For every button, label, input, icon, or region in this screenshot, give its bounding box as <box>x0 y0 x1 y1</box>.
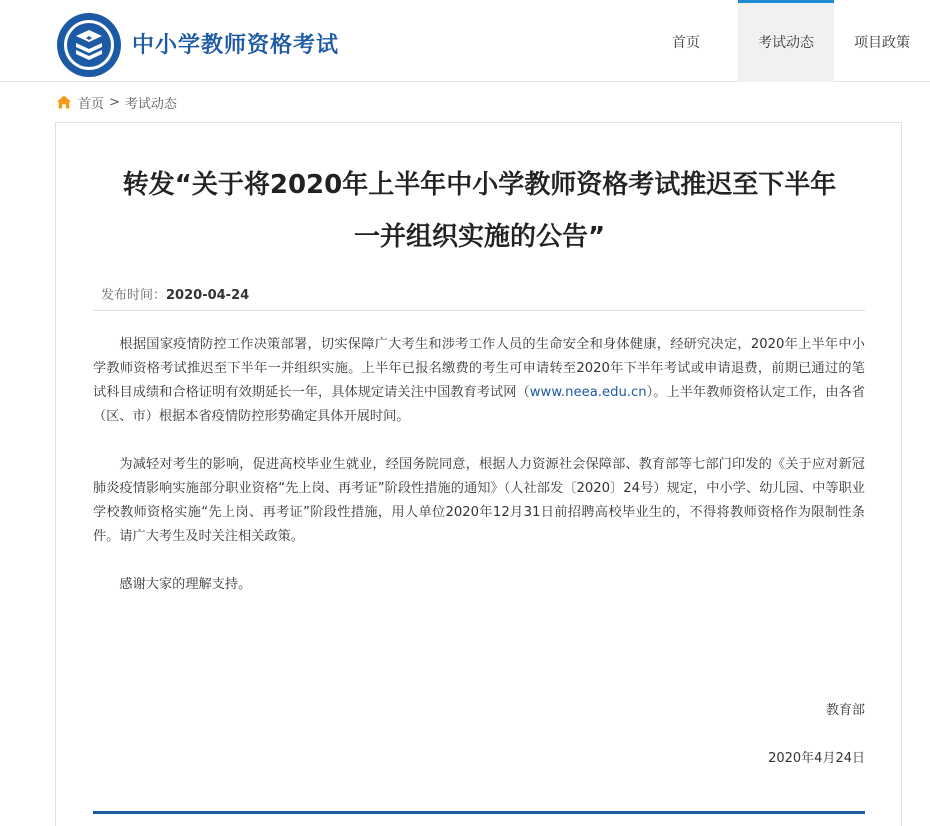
signature-date: 2020年4月24日 <box>768 751 865 766</box>
nav-item-home[interactable]: 首页 <box>672 35 700 51</box>
paragraph-3: 感谢大家的理解支持。 <box>119 577 252 592</box>
paragraph-1-text-b: ）。上半年教师资格认定工作，由各省（区、市）根据本省疫情防控形势确定具体开展时间。 <box>93 385 866 424</box>
paragraph-2: 为减轻对考生的影响，促进高校毕业生就业，经国务院同意，根据人力资源社会保障部、教育部等七部门印发的《关于应对新冠肺炎疫情影响实施部分职业资格“先上岗、再考证”阶段性措施的通知》（人社部发〔2020〕24号）规定，中小学、幼儿园、中等职业学校教师资格实施“先上岗、再考证”阶段性措施，用人单位2020年12月31日前招聘高校毕业生的，不得将教师资格作为限制性条件。请广大考生及时关注相关政策。 <box>93 457 865 544</box>
breadcrumb-home-link[interactable]: 首页 <box>78 96 105 112</box>
site-header <box>0 0 930 82</box>
publish-date-label: 发布时间： <box>101 288 167 303</box>
article-title-line-1: 转发“关于将2020年上半年中小学教师资格考试推迟至下半年 <box>122 170 837 200</box>
paragraph-1-text-a: 根据国家疫情防控工作决策部署，切实保障广大考生和涉考工作人员的生命安全和身体健康，经研究决定，2020年上半年中小学教师资格考试推迟至下半年一并组织实施。上半年已报名缴费的考生可申请转至2020年下半年考试或申请退费，前期已通过的笔试科目成绩和合格证明有效期延长一年，具体规定请关注中国教育考试网（ <box>93 337 865 400</box>
site-title[interactable]: 中小学教师资格考试 <box>132 33 340 58</box>
publish-meta <box>93 281 865 311</box>
publish-date: 2020-04-24 <box>166 288 250 303</box>
main-nav <box>634 0 930 82</box>
breadcrumb-current-link[interactable]: 考试动态 <box>124 96 177 112</box>
nav-item-exam-news[interactable]: 考试动态 <box>738 0 834 82</box>
breadcrumb <box>56 92 177 112</box>
site-logo-icon[interactable] <box>56 12 122 78</box>
signature-org: 教育部 <box>825 703 865 718</box>
bottom-divider <box>93 811 865 814</box>
article-card <box>55 122 902 826</box>
home-icon[interactable] <box>56 94 72 110</box>
article-body <box>93 333 865 621</box>
neea-link[interactable]: www.neea.edu.cn <box>529 385 647 400</box>
paragraph-1 <box>93 333 865 429</box>
nav-item-policy[interactable]: 项目政策 <box>854 35 910 51</box>
breadcrumb-separator: > <box>109 94 120 110</box>
article-title-line-2: 一并组织实施的公告” <box>353 222 606 252</box>
article-title <box>86 159 873 263</box>
